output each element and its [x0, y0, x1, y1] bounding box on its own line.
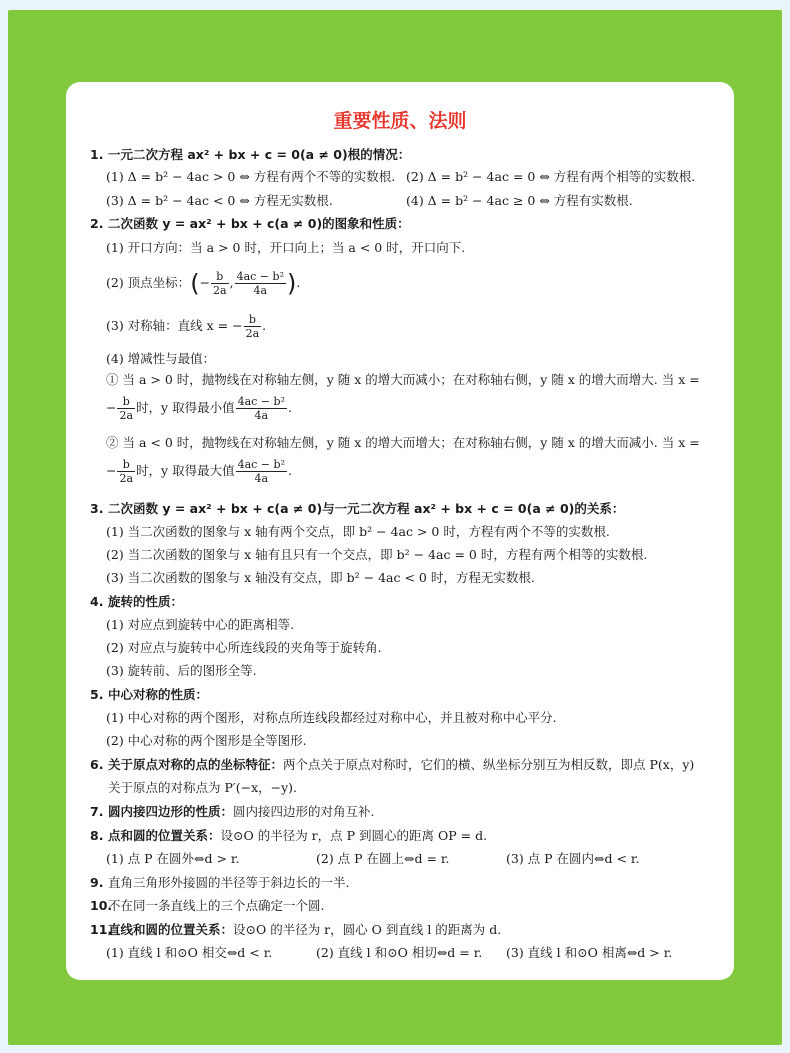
- section-2-item-3: (3) 对称轴：直线 x = − $\frac{b}{2a}$ .: [106, 313, 267, 340]
- section-4-item-3: (3) 旋转前、后的图形全等.: [106, 663, 257, 678]
- section-3-item-3: (3) 当二次函数的图象与 x 轴没有交点，即 b² − 4ac < 0 时，方程无实数根.: [106, 570, 535, 585]
- section-2-item-4: (4) 增减性与最值：: [106, 351, 216, 366]
- page-title: 重要性质、法则: [333, 110, 467, 132]
- section-11-items: (1) 直线 l 和⊙O 相交⇔d < r. (2) 直线 l 和⊙O 相切⇔d = r. (3) 直线 l 和⊙O 相离⇔d > r.: [106, 945, 673, 960]
- section-2-item-2: (2) 顶点坐标：(− $\frac{b}{2a}$ , $\frac{\text{4ac − b²}}{4a}$ ).: [106, 269, 301, 298]
- section-4-item-2: (2) 对应点与旋转中心所连线段的夹角等于旋转角.: [106, 640, 382, 655]
- section-1-heading: 1. 一元二次方程 ax² + bx + c = 0(a ≠ 0)根的情况：: [90, 147, 411, 162]
- section-1-row-2: (3) Δ = b² − 4ac < 0 ⇔ 方程无实数根. (4) Δ = b² − 4ac ≥ 0 ⇔ 方程有实数根.: [106, 193, 633, 208]
- section-5-item-1: (1) 中心对称的两个图形，对称点所连线段都经过对称中心，并且被对称中心平分.: [106, 710, 557, 725]
- section-7: 7. 圆内接四边形的性质：圆内接四边形的对角互补.: [90, 804, 375, 819]
- section-6: 6. 关于原点对称的点的坐标特征：两个点关于原点对称时，它们的横、纵坐标分别互为相反数，即点 P(x，y): [90, 757, 695, 772]
- section-3-heading: 3. 二次函数 y = ax² + bx + c(a ≠ 0)与一元二次方程 ax² + bx + c = 0(a ≠ 0)的关系：: [90, 501, 625, 516]
- section-6-cont: 关于原点的对称点为 P′(−x，−y).: [108, 780, 298, 795]
- section-2-case-1: ① 当 a > 0 时，抛物线在对称轴左侧，y 随 x 的增大而减小；在对称轴右侧，y 随 x 的增大而增大. 当 x =: [106, 372, 700, 387]
- section-2-case-1-cont: − $\frac{b}{2a}$ 时，y 取得最小值 $\frac{\text{4ac − b²}}{4a}$ .: [106, 395, 292, 422]
- section-2-item-1: (1) 开口方向：当 a > 0 时，开口向上；当 a < 0 时，开口向下.: [106, 240, 466, 255]
- section-2-case-2-cont: − $\frac{b}{2a}$ 时，y 取得最大值 $\frac{\text{4ac − b²}}{4a}$ .: [106, 458, 292, 485]
- section-1-row-1: (1) Δ = b² − 4ac > 0 ⇔ 方程有两个不等的实数根. (2) Δ = b² − 4ac = 0 ⇔ 方程有两个相等的实数根.: [106, 169, 696, 184]
- section-8-items: (1) 点 P 在圆外⇔d > r. (2) 点 P 在圆上⇔d = r. (3) 点 P 在圆内⇔d < r.: [106, 851, 640, 866]
- section-8: 8. 点和圆的位置关系：设⊙O 的半径为 r，点 P 到圆心的距离 OP = d.: [90, 828, 488, 843]
- section-2-heading: 2. 二次函数 y = ax² + bx + c(a ≠ 0)的图象和性质：: [90, 216, 410, 231]
- section-4-item-1: (1) 对应点到旋转中心的距离相等.: [106, 617, 295, 632]
- section-4-heading: 4. 旋转的性质：: [90, 594, 184, 609]
- section-5-heading: 5. 中心对称的性质：: [90, 687, 209, 702]
- section-5-item-2: (2) 中心对称的两个图形是全等图形.: [106, 733, 307, 748]
- section-2-case-2: ② 当 a < 0 时，抛物线在对称轴左侧，y 随 x 的增大而增大；在对称轴右侧，y 随 x 的增大而减小. 当 x =: [106, 435, 700, 450]
- section-3-item-1: (1) 当二次函数的图象与 x 轴有两个交点，即 b² − 4ac > 0 时，方程有两个不等的实数根.: [106, 524, 610, 539]
- section-10: 10.不在同一条直线上的三个点确定一个圆.: [90, 898, 325, 913]
- content-card: [66, 82, 734, 980]
- section-11: 11.直线和圆的位置关系：设⊙O 的半径为 r，圆心 O 到直线 l 的距离为 d.: [90, 922, 502, 937]
- section-9: 9. 直角三角形外接圆的半径等于斜边长的一半.: [90, 875, 350, 890]
- section-3-item-2: (2) 当二次函数的图象与 x 轴有且只有一个交点，即 b² − 4ac = 0 时，方程有两个相等的实数根.: [106, 547, 648, 562]
